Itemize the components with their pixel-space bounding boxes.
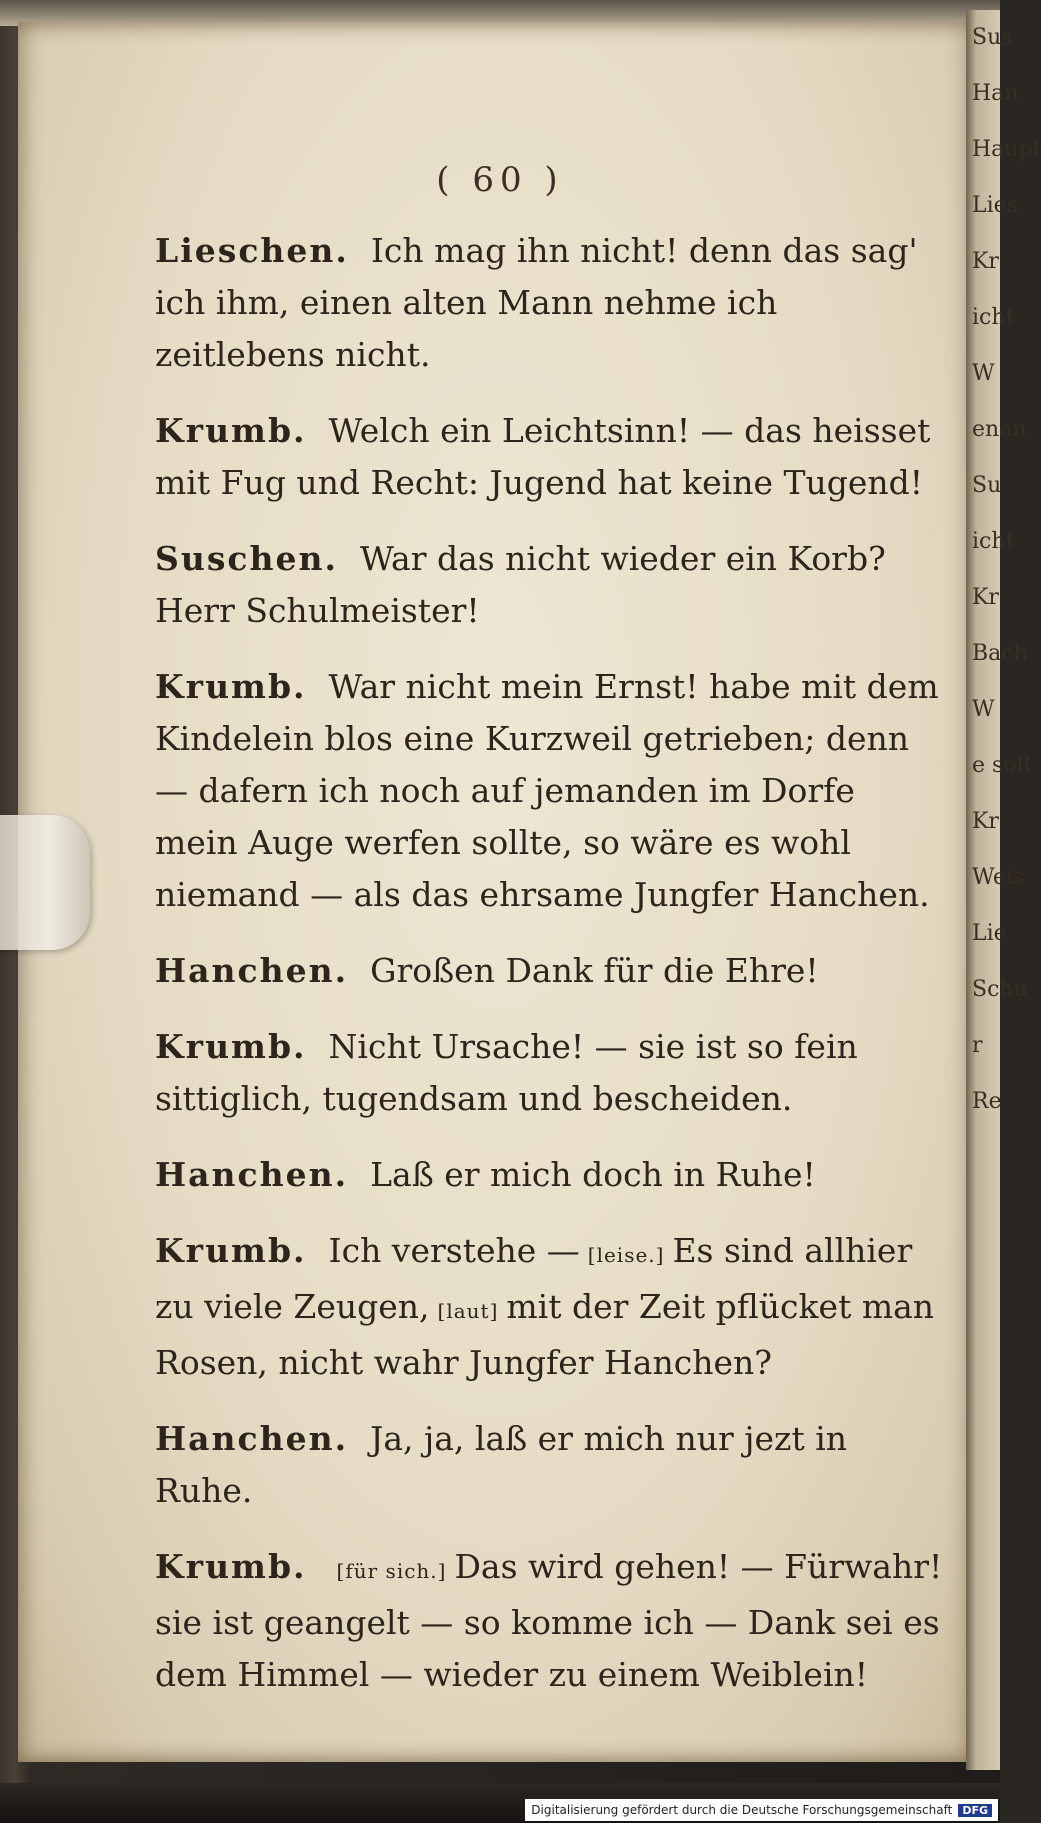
adjacent-fragment: Sus [972,25,1013,50]
line-text: Ich verstehe — [328,1231,580,1270]
adjacent-fragment: e soll [972,753,1031,778]
line-text: War nicht mein Ernst! habe mit dem Kindelein blos eine Kurzweil getrieben; denn — dafern ich noch auf jemanden im Dorfe mein Auge werfen sollte, so wäre es wohl niemand — als das ehrsame Jungfer Hanchen. [155,667,939,914]
adjacent-fragment: Han [972,81,1019,106]
dialogue-line [155,1149,945,1201]
adjacent-fragment: Bach [972,641,1028,666]
speaker-name: Krumb. [155,411,307,450]
dialogue-line [155,1021,945,1125]
stage-direction: [für sich.] [336,1559,447,1583]
speaker-name: Krumb. [155,1231,307,1270]
speaker-name: Suschen. [155,539,338,578]
adjacent-fragment: Schu [972,977,1028,1002]
adjacent-fragment: Kr [972,249,999,274]
dialogue-line [155,1225,945,1389]
book-clip [0,815,90,950]
stage-direction: [leise.] [587,1243,665,1267]
adjacent-fragment: Kr [972,585,999,610]
credit-text: Digitalisierung gefördert durch die Deutsche Forschungsgemeinschaft [531,1803,953,1817]
line-text: Ja, ja, laß er mich nur jezt in Ruhe. [155,1419,847,1510]
adjacent-fragment: enan [972,417,1027,442]
speaker-name: Hanchen. [155,951,349,990]
adjacent-fragment: Re [972,1089,1002,1114]
line-text: mit der Zeit pflücket man Rosen, nicht wahr Jungfer Hanchen? [155,1287,935,1382]
dialogue-text [155,225,945,1725]
adjacent-fragment: Weis [972,865,1025,890]
digitization-credit [525,1799,998,1821]
dialogue-line [155,945,945,997]
adjacent-fragment: icht [972,305,1015,330]
page-number: ( 60 ) [436,160,564,200]
dfg-logo: DFG [958,1804,992,1817]
speaker-name: Krumb. [155,1547,307,1586]
dialogue-line [155,661,945,921]
dialogue-line [155,533,945,637]
adjacent-fragment: Su [972,473,1002,498]
line-text: Laß er mich doch in Ruhe! [370,1155,816,1194]
line-text: Das wird gehen! — Fürwahr! sie ist geangelt — so komme ich — Dank sei es dem Himmel — wieder zu einem Weiblein! [155,1547,943,1694]
line-text: Es sind allhier zu viele Zeugen, [155,1231,913,1326]
adjacent-fragment: Lies [972,193,1018,218]
dialogue-line [155,225,945,381]
speaker-name: Krumb. [155,1027,307,1066]
line-text: Welch ein Leichtsinn! — das heisset mit Fug und Recht: Jugend hat keine Tugend! [155,411,931,502]
stage-direction: [laut] [437,1299,499,1323]
line-text: Nicht Ursache! — sie ist so fein sittiglich, tugendsam und bescheiden. [155,1027,858,1118]
dialogue-line [155,405,945,509]
speaker-name: Hanchen. [155,1419,349,1458]
dialogue-line [155,1413,945,1517]
speaker-name: Krumb. [155,667,307,706]
adjacent-fragment: W [972,361,995,386]
adjacent-fragment: Haupt [972,137,1041,162]
adjacent-fragment: W [972,697,995,722]
line-text: Großen Dank für die Ehre! [370,951,819,990]
dialogue-line [155,1541,945,1701]
adjacent-page-edge [966,10,1041,1770]
speaker-name: Hanchen. [155,1155,349,1194]
adjacent-fragment: Kr [972,809,999,834]
line-text: War das nicht wieder ein Korb? Herr Schulmeister! [155,539,886,630]
adjacent-fragment: r [972,1033,983,1058]
adjacent-fragment: Lie [972,921,1007,946]
line-text: Ich mag ihn nicht! denn das sag' ich ihm, einen alten Mann nehme ich zeitlebens nicht. [155,231,918,374]
speaker-name: Lieschen. [155,231,349,270]
adjacent-fragment: icht [972,529,1015,554]
